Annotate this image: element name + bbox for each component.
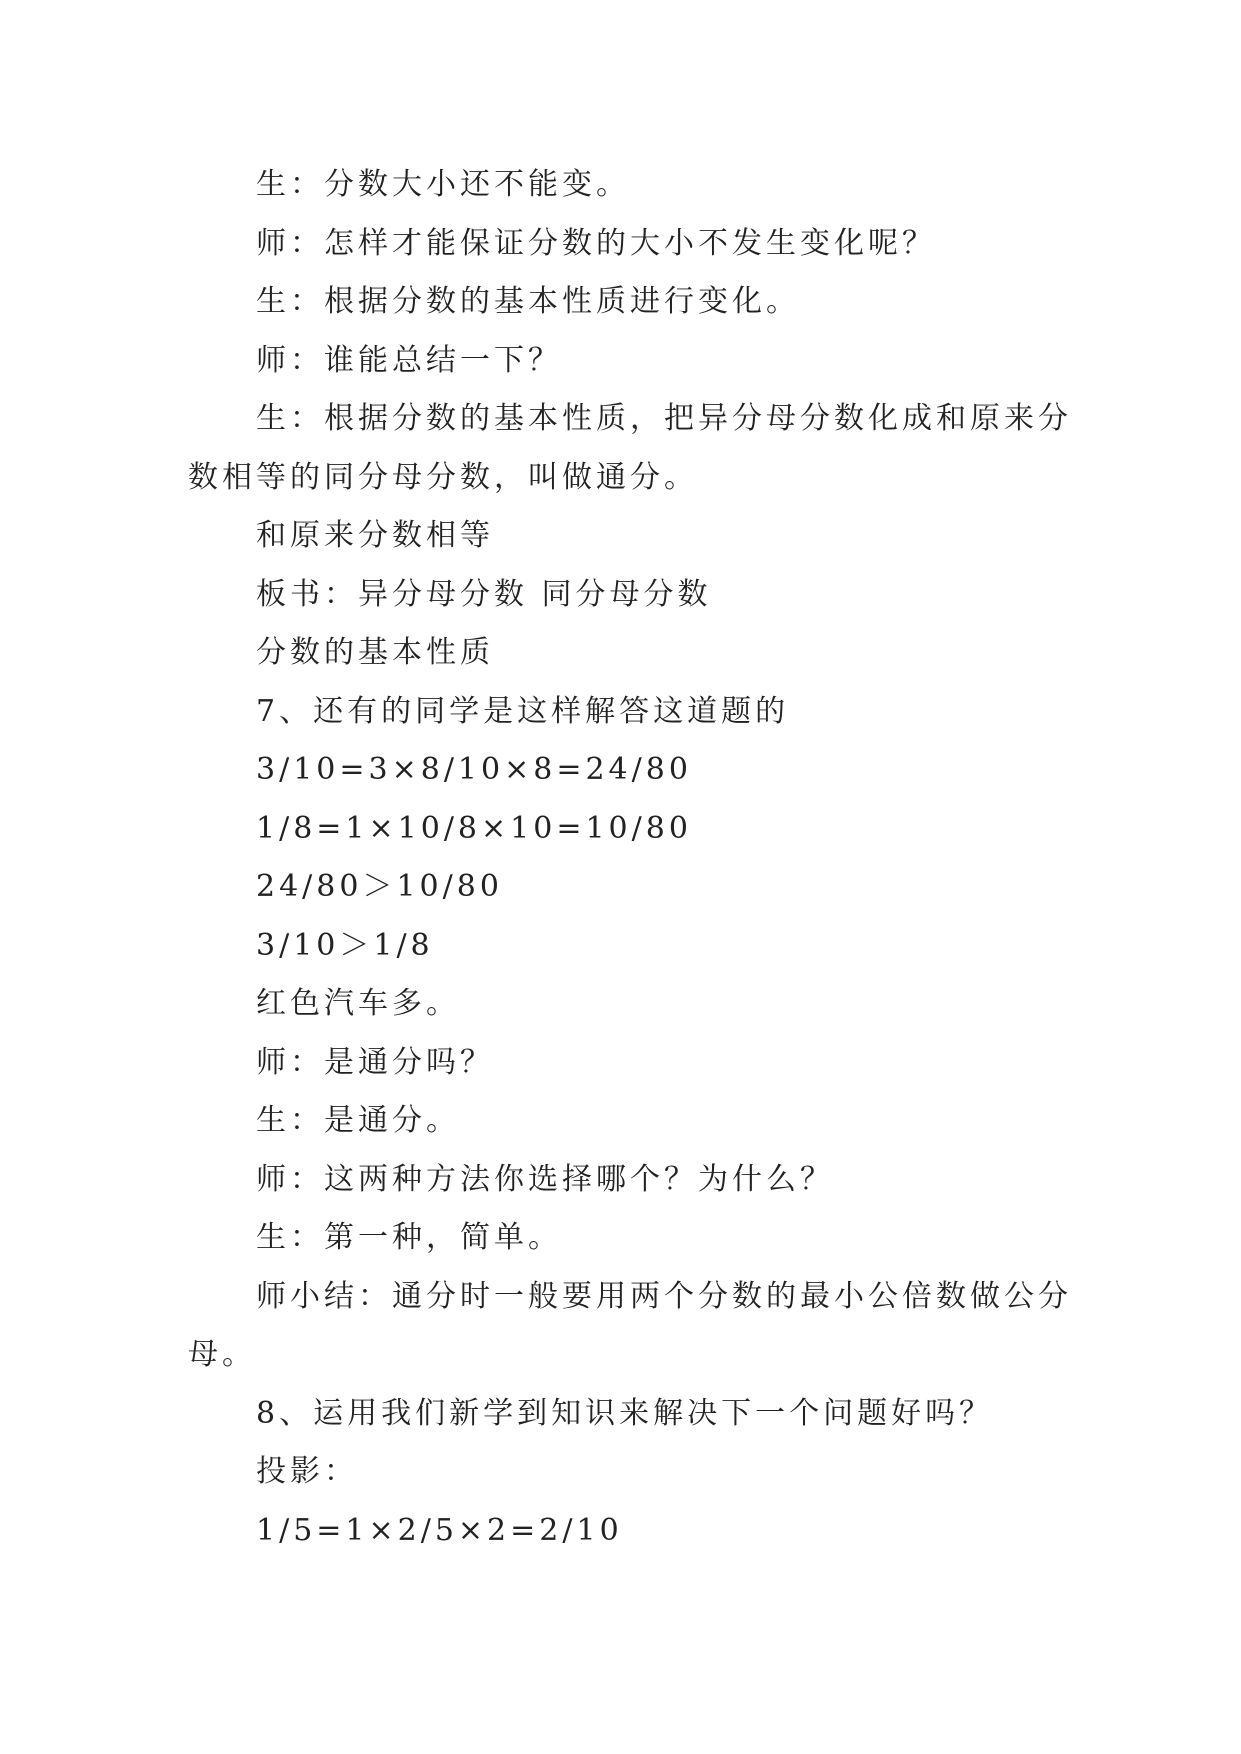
text-line: 24/80＞10/80 [256,869,503,904]
text-line: 生：分数大小还不能变。 [256,167,630,202]
text-line: 1/8=1×10/8×10=10/80 [256,810,692,846]
text-line: 板书：异分母分数 同分母分数 [256,576,712,612]
text-line: 母。 [188,1337,256,1372]
text-line: 师小结：通分时一般要用两个分数的最小公倍数做公分 [256,1278,1072,1314]
text-line: 和原来分数相等 [256,518,494,553]
text-line: 生：第一种，简单。 [256,1220,562,1255]
text-line: 1/5=1×2/5×2=2/10 [256,1512,623,1548]
text-line: 3/10＞1/8 [256,927,434,963]
text-line: 8、运用我们新学到知识来解决下一个问题好吗？ [256,1395,994,1431]
text-line: 生：是通分。 [256,1103,460,1138]
text-line: 3/10=3×8/10×8=24/80 [256,752,692,787]
text-line: 数相等的同分母分数，叫做通分。 [188,459,698,495]
text-line: 投影： [256,1454,358,1489]
text-line: 师：怎样才能保证分数的大小不发生变化呢？ [256,225,936,261]
text-line: 师：这两种方法你选择哪个？为什么？ [256,1161,834,1197]
document-body [188,156,1072,1560]
text-line: 师：是通分吗？ [256,1044,494,1080]
text-line: 生：根据分数的基本性质进行变化。 [256,284,800,319]
text-line: 生：根据分数的基本性质，把异分母分数化成和原来分 [256,401,1072,436]
text-line: 师：谁能总结一下？ [256,342,562,378]
text-line: 分数的基本性质 [256,635,494,670]
text-line: 7、还有的同学是这样解答这道题的 [256,693,790,729]
text-line: 红色汽车多。 [256,986,460,1021]
